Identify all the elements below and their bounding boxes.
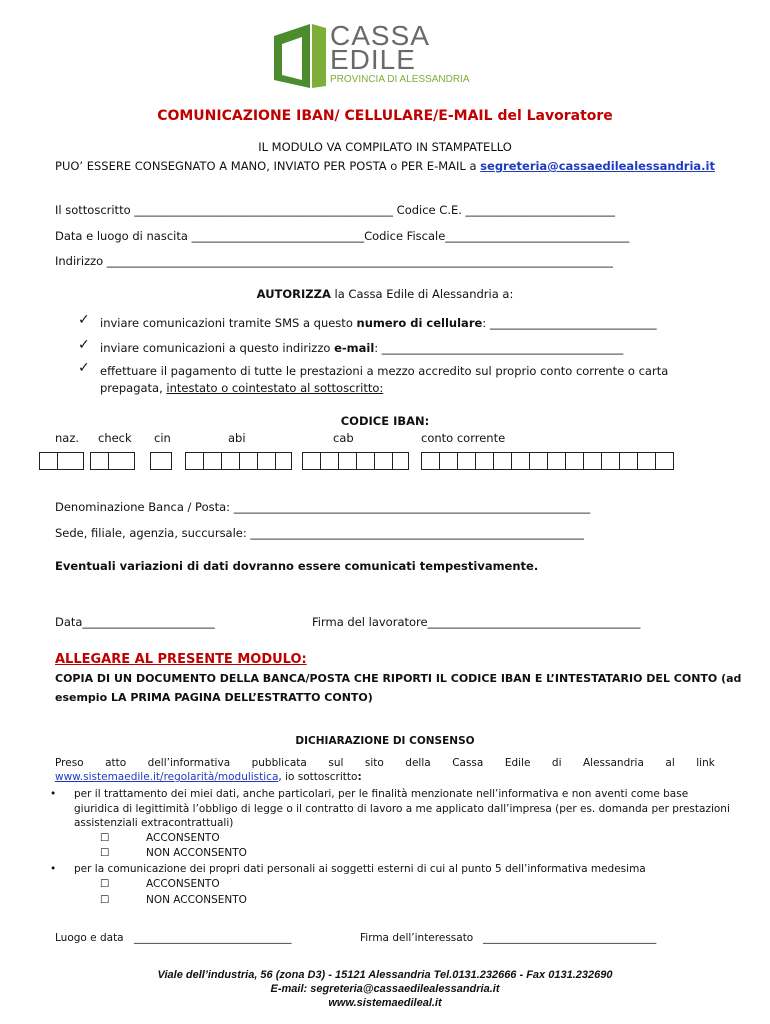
word: sito <box>364 757 384 769</box>
field-data[interactable]: Data_______________________ <box>55 615 215 629</box>
logo-text-cassa: CASSA <box>330 20 430 51</box>
item-sms-line: : _____________________________ <box>482 316 657 330</box>
modulistica-link[interactable]: www.sistemaedile.it/regolarità/modulistica <box>55 771 279 783</box>
autorizza-text: la Cassa Edile di Alessandria a: <box>330 287 514 301</box>
checkbox-icon[interactable]: ☐ <box>100 847 110 859</box>
word: Preso <box>55 757 84 769</box>
acconsento-label-1: ACCONSENTO <box>146 832 220 844</box>
consenso-paragraph-line-2 <box>55 771 362 783</box>
footer-email: E-mail: segreteria@cassaedilealessandria.it <box>270 983 500 995</box>
intro-text: PUO’ ESSERE CONSEGNATO A MANO, INVIATO PER POSTA o PER E-MAIL a <box>55 159 481 173</box>
consenso-item-1-line-3: assistenziali extracontrattuali) <box>74 817 234 829</box>
consenso-paragraph-line-1 <box>55 757 715 769</box>
bullet-icon: • <box>50 863 57 875</box>
word: atto <box>105 757 127 769</box>
iban-label-cab: cab <box>333 431 354 445</box>
consenso-colon: : <box>357 771 362 783</box>
item-pay-line-2 <box>100 381 383 395</box>
word: sul <box>328 757 344 769</box>
acconsento-label-2: ACCONSENTO <box>146 878 220 890</box>
non-acconsento-label-1: NON ACCONSENTO <box>146 847 247 859</box>
word: della <box>405 757 431 769</box>
word: di <box>551 757 562 769</box>
item-email[interactable] <box>100 341 623 355</box>
allegare-line-1: COPIA DI UN DOCUMENTO DELLA BANCA/POSTA CHE RIPORTI IL CODICE IBAN E L’INTESTATARIO DEL CONTO (ad <box>55 672 742 685</box>
page-title: COMUNICAZIONE IBAN/ CELLULARE/E-MAIL del Lavoratore <box>157 108 613 124</box>
intro-line-1: IL MODULO VA COMPILATO IN STAMPATELLO <box>258 140 512 154</box>
iban-label-cin: cin <box>154 431 171 445</box>
checkmark-icon: ✓ <box>78 337 90 353</box>
checkbox-icon[interactable]: ☐ <box>100 894 110 906</box>
allegare-heading: ALLEGARE AL PRESENTE MODULO: <box>55 652 307 667</box>
checkmark-icon: ✓ <box>78 360 90 376</box>
iban-abi-boxes[interactable] <box>185 452 292 470</box>
footer-website: www.sistemaedileal.it <box>328 997 442 1009</box>
item-pay-line-1: effettuare il pagamento di tutte le prestazioni a mezzo accredito sul proprio conto corrente o carta <box>100 364 669 378</box>
non-acconsento-label-2: NON ACCONSENTO <box>146 894 247 906</box>
word: Edile <box>504 757 531 769</box>
field-firma-lavoratore[interactable]: Firma del lavoratore_____________________________________ <box>312 615 641 629</box>
checkmark-icon: ✓ <box>78 312 90 328</box>
field-indirizzo[interactable]: Indirizzo ________________________________________________________________________________________ <box>55 254 613 268</box>
intro-line-2 <box>0 159 770 173</box>
variazioni-note: Eventuali variazioni di dati dovranno essere comunicati tempestivamente. <box>55 559 539 573</box>
consenso-heading: DICHIARAZIONE DI CONSENSO <box>295 735 475 747</box>
word: link <box>696 757 715 769</box>
word: al <box>665 757 675 769</box>
iban-label-check: check <box>98 431 132 445</box>
item-email-bold: e-mail <box>334 341 375 355</box>
firma-interessato-label: Firma dell’interessato <box>360 932 474 944</box>
item-sms[interactable] <box>100 316 657 330</box>
item-pay-underline: intestato o cointestato al sottoscritto: <box>166 381 384 395</box>
bullet-icon: • <box>50 788 57 800</box>
allegare-line-2: esempio LA PRIMA PAGINA DELL’ESTRATTO CONTO) <box>55 691 373 704</box>
consenso-item-2: per la comunicazione dei propri dati personali ai soggetti esterni di cui al punto 5 dell’informativa medesima <box>74 863 646 875</box>
iban-cab-boxes[interactable] <box>302 452 409 470</box>
iban-heading: CODICE IBAN: <box>340 414 430 428</box>
item-sms-bold: numero di cellulare <box>356 316 483 330</box>
word: dell’informativa <box>147 757 231 769</box>
checkbox-icon[interactable]: ☐ <box>100 832 110 844</box>
iban-label-naz: naz. <box>55 431 80 445</box>
field-banca[interactable]: Denominazione Banca / Posta: ______________________________________________________________ <box>55 500 591 514</box>
consenso-item-1-line-2: giuridica di legittimità l’obbligo di legge o il contratto di lavoro a me applicato dall’impresa (per es. domanda per prestazioni <box>74 803 730 815</box>
consenso-item-1-line-1: per il trattamento dei miei dati, anche particolari, per le finalità menzionate nell’informativa e non aventi come base <box>74 788 689 800</box>
word: Alessandria <box>582 757 644 769</box>
item-pay-text: prepagata, <box>100 381 167 395</box>
item-email-line: : __________________________________________ <box>374 341 624 355</box>
consenso-text: , io sottoscritto <box>278 771 358 783</box>
logo-text-edile: EDILE <box>330 44 416 75</box>
iban-label-abi: abi <box>228 431 246 445</box>
iban-label-conto: conto corrente <box>421 431 506 445</box>
word: pubblicata <box>251 757 307 769</box>
checkbox-icon[interactable]: ☐ <box>100 878 110 890</box>
iban-check-boxes[interactable] <box>90 452 135 470</box>
item-sms-text: inviare comunicazioni tramite SMS a questo <box>100 316 357 330</box>
word: Cassa <box>452 757 484 769</box>
footer-address: Viale dell’industria, 56 (zona D3) - 15121 Alessandria Tel.0131.232666 - Fax 0131.232690 <box>157 969 613 981</box>
luogo-data-field[interactable]: ______________________________ <box>134 932 292 944</box>
field-sottoscritto[interactable]: Il sottoscritto _____________________________________________ Codice C.E. __________________________ <box>55 203 616 217</box>
logo-text-provincia: PROVINCIA DI ALESSANDRIA <box>330 74 470 85</box>
firma-interessato-field[interactable]: _________________________________ <box>483 932 657 944</box>
autorizza-bold: AUTORIZZA <box>256 287 331 301</box>
iban-naz-boxes[interactable] <box>39 452 84 470</box>
field-sede[interactable]: Sede, filiale, agenzia, succursale: __________________________________________________________ <box>55 526 584 540</box>
email-link[interactable]: segreteria@cassaedilealessandria.it <box>480 159 715 173</box>
autorizza-line <box>0 287 770 301</box>
luogo-data-label: Luogo e data <box>55 932 124 944</box>
item-email-text: inviare comunicazioni a questo indirizzo <box>100 341 335 355</box>
field-nascita[interactable]: Data e luogo di nascita ______________________________Codice Fiscale________________________________ <box>55 229 630 243</box>
iban-conto-boxes[interactable] <box>421 452 674 470</box>
iban-cin-box[interactable] <box>150 452 172 470</box>
